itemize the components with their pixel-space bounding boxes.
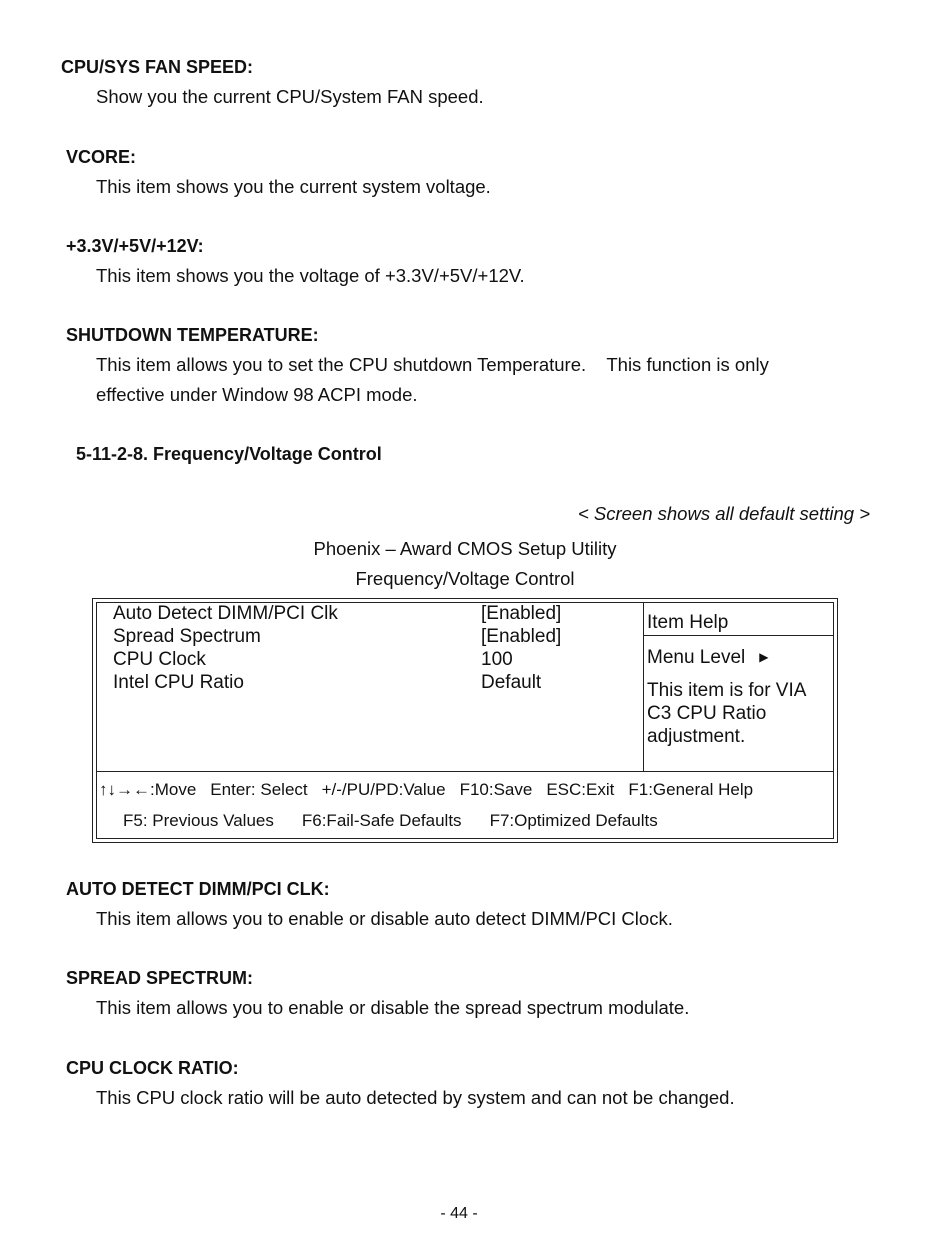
bios-screen	[92, 598, 838, 843]
body-vcore: This item shows you the current system voltage.	[96, 176, 491, 197]
key-fail-safe-defaults: F6:Fail-Safe Defaults	[301, 811, 462, 830]
body-cpu-clock-ratio: This CPU clock ratio will be auto detected by system and can not be changed.	[96, 1087, 735, 1108]
heading-auto-detect-dimm-pci-clk: AUTO DETECT DIMM/PCI CLK:	[66, 879, 330, 899]
menu-level-label: Menu Level	[647, 647, 746, 668]
heading-spread-spectrum: SPREAD SPECTRUM:	[66, 968, 254, 988]
key-help: F1:General Help	[628, 780, 754, 799]
setting-value-cpu-clock[interactable]: 100	[481, 649, 513, 670]
help-divider	[643, 635, 833, 636]
key-legend-line2	[123, 811, 686, 831]
menu-level	[647, 647, 768, 669]
help-text: This item is for VIA C3 CPU Ratio adjustment.	[647, 680, 806, 747]
key-value: +/-/PU/PD:Value	[321, 780, 446, 799]
key-exit: ESC:Exit	[546, 780, 615, 799]
utility-subtitle: Frequency/Voltage Control	[355, 568, 575, 589]
item-help-title: Item Help	[647, 612, 729, 633]
setting-label-cpu-clock[interactable]: CPU Clock	[113, 649, 206, 670]
key-legend-line1	[99, 780, 767, 800]
body-voltages: This item shows you the voltage of +3.3V/+5V/+12V.	[96, 265, 525, 286]
setting-label-auto-detect[interactable]: Auto Detect DIMM/PCI Clk	[113, 603, 338, 624]
setting-value-spread-spectrum[interactable]: [Enabled]	[481, 626, 562, 647]
page-number: - 44 -	[440, 1205, 478, 1222]
heading-shutdown-temperature: SHUTDOWN TEMPERATURE:	[66, 325, 319, 345]
setting-label-spread-spectrum[interactable]: Spread Spectrum	[113, 626, 261, 647]
subsection-title: 5-11-2-8. Frequency/Voltage Control	[76, 444, 382, 464]
body-cpu-sys-fan-speed: Show you the current CPU/System FAN speed.	[96, 86, 484, 107]
key-previous-values: F5: Previous Values	[123, 811, 274, 830]
setting-value-auto-detect[interactable]: [Enabled]	[481, 603, 562, 624]
heading-cpu-clock-ratio: CPU CLOCK RATIO:	[66, 1058, 239, 1078]
key-optimized-defaults: F7:Optimized Defaults	[489, 811, 658, 830]
key-save: F10:Save	[459, 780, 533, 799]
body-auto-detect-dimm-pci-clk: This item allows you to enable or disable auto detect DIMM/PCI Clock.	[96, 908, 673, 929]
footer-divider	[97, 771, 833, 772]
heading-voltages: +3.3V/+5V/+12V:	[66, 236, 204, 256]
key-move: ↑↓→←:Move	[99, 780, 197, 799]
body-shutdown-temperature-line2: effective under Window 98 ACPI mode.	[96, 384, 418, 405]
body-shutdown-temperature: This item allows you to set the CPU shutdown Temperature. This function is only	[96, 354, 769, 375]
setting-value-cpu-ratio[interactable]: Default	[481, 672, 542, 693]
screen-note: < Screen shows all default setting >	[577, 503, 870, 524]
heading-vcore: VCORE:	[66, 147, 137, 167]
utility-title: Phoenix – Award CMOS Setup Utility	[313, 538, 617, 559]
bios-screen-inner	[96, 602, 834, 839]
setting-label-cpu-ratio[interactable]: Intel CPU Ratio	[113, 672, 244, 693]
heading-cpu-sys-fan-speed: CPU/SYS FAN SPEED:	[61, 57, 254, 77]
column-divider	[643, 603, 644, 771]
triangle-right-icon: ▶	[759, 650, 769, 664]
body-spread-spectrum: This item allows you to enable or disable the spread spectrum modulate.	[96, 997, 690, 1018]
key-select: Enter: Select	[210, 780, 308, 799]
